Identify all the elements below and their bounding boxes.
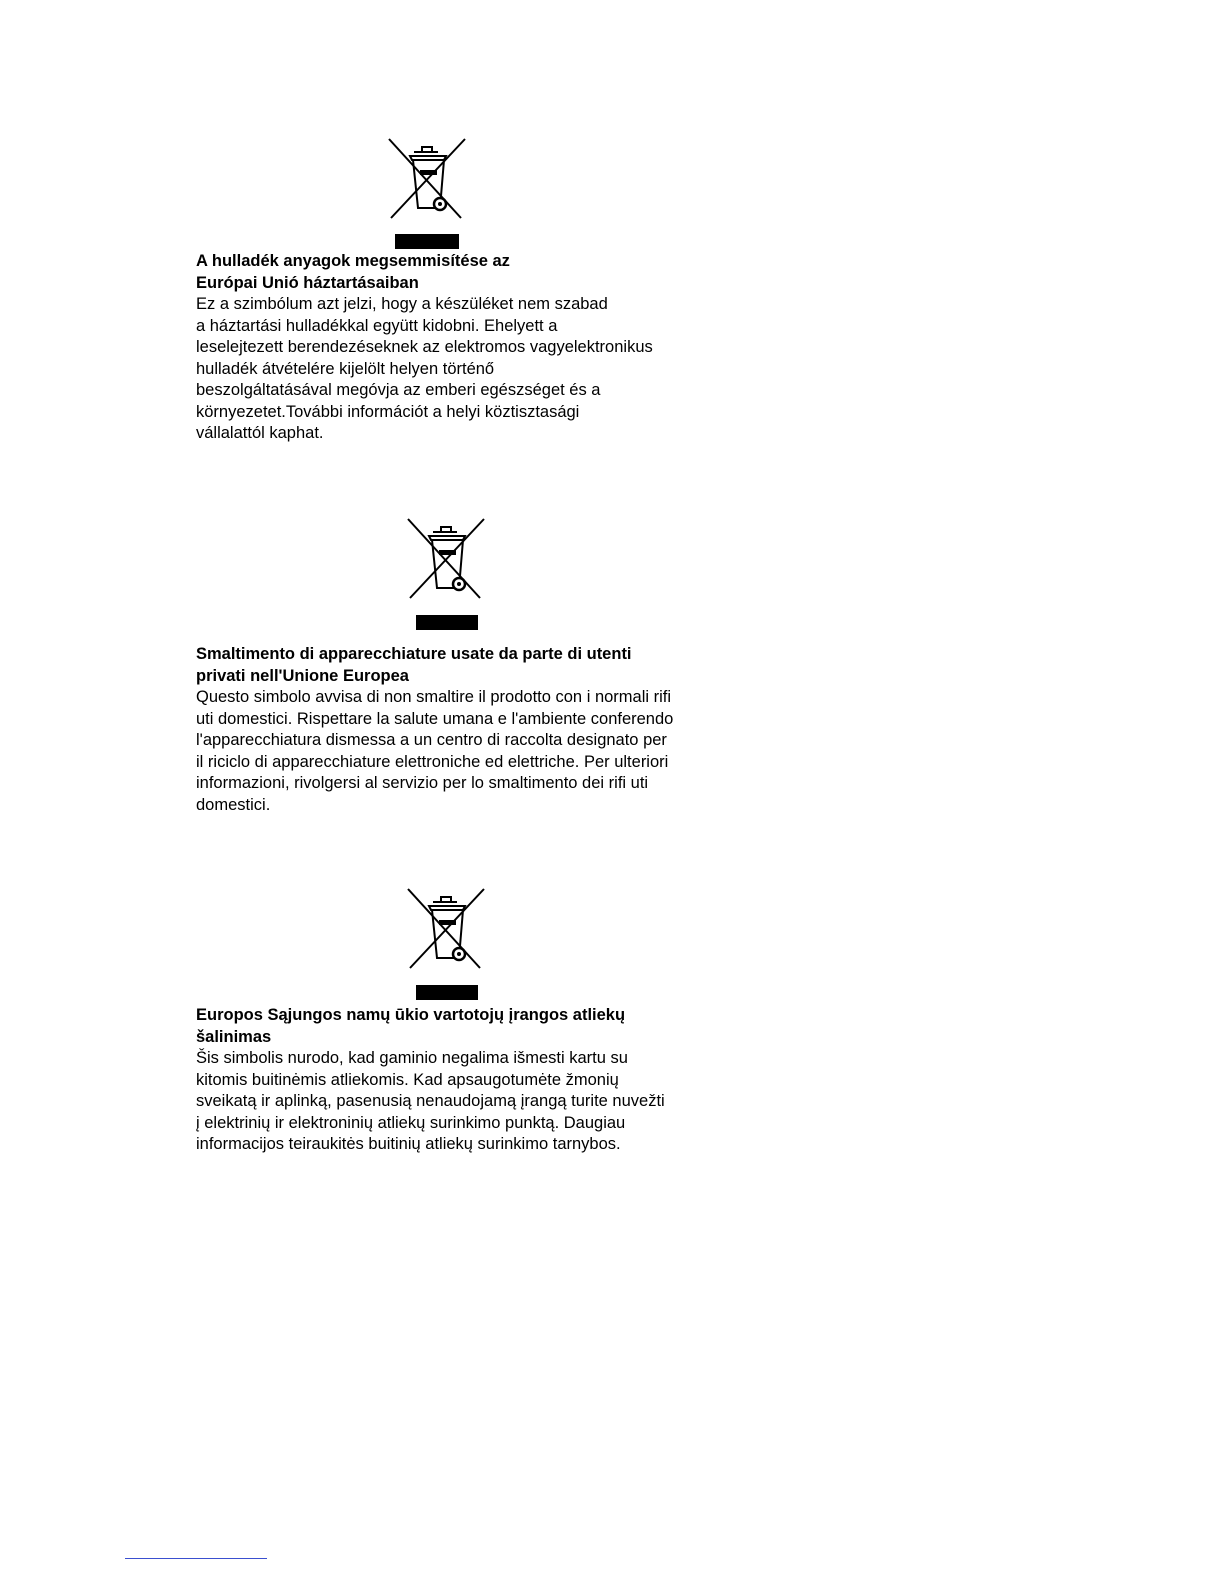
crossed-out-wheeled-bin-icon [407,518,487,632]
section-hungarian [196,251,736,445]
crossed-out-wheeled-bin-icon [407,888,487,1002]
section-lithuanian [196,1005,736,1156]
section-heading: A hulladék anyagok megsemmisítése az Európai Unió háztartásaiban [196,252,510,292]
section-body: Questo simbolo avvisa di non smaltire il prodotto con i normali rifi uti domestici. Rispettare la salute umana e l'ambiente conferendo l'apparecchiatura dismessa a un centro di raccolta designato per il riciclo di apparecchiature elettroniche ed elettriche. Per ulteriori informazioni, rivolgersi al servizio per lo smaltimento dei rifi uti domestici. [196,688,674,814]
section-heading: Europos Sąjungos namų ūkio vartotojų įrangos atliekų šalinimas [196,1006,626,1046]
section-heading: Smaltimento di apparecchiature usate da parte di utenti privati nell'Unione Europea [196,645,632,685]
footnote-divider [125,1558,267,1559]
section-body: Ez a szimbólum azt jelzi, hogy a készüléket nem szabad a háztartási hulladékkal együtt kidobni. Ehelyett a leselejtezett berendezéseknek az elektromos vagyelektronikus hulladék átvételére kijelölt helyen történő beszolgáltatásával megóvja az emberi egészséget és a környezetet.További információt a helyi köztisztasági vállalattól kaphat. [196,295,653,442]
section-italian [196,644,736,816]
section-body: Šis simbolis nurodo, kad gaminio negalima išmesti kartu su kitomis buitinėmis atliekomis. Kad apsaugotumėte žmonių sveikatą ir aplinką, pasenusią nenaudojamą įrangą turite nuvežti į elektrinių ir elektroninių atliekų surinkimo punktą. Daugiau informacijos teiraukitės buitinių atliekų surinkimo tarnybos. [196,1049,665,1153]
crossed-out-wheeled-bin-icon [388,138,468,252]
